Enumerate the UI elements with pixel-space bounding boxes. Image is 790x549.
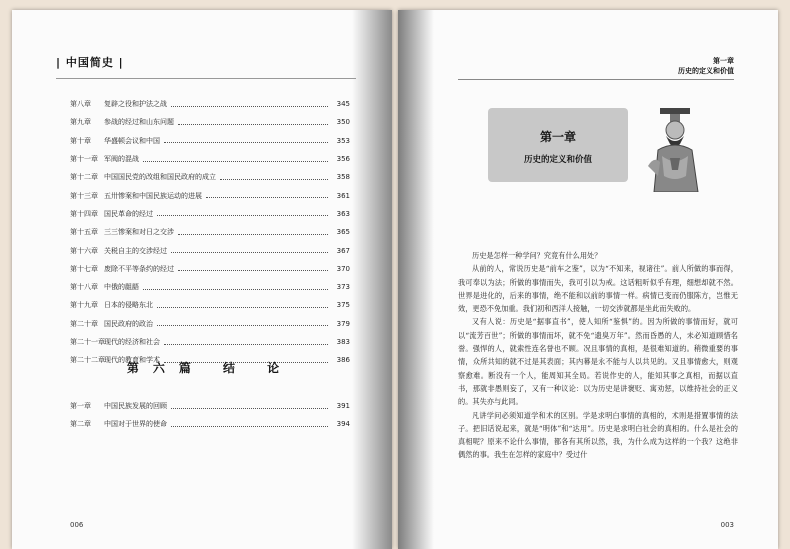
toc-page-number: 373 <box>336 283 350 292</box>
right-gutter-shadow <box>398 10 434 549</box>
header-divider <box>56 78 356 79</box>
toc-entry <box>70 186 350 204</box>
toc-page-number: 391 <box>336 402 350 411</box>
toc-chapter-title: 三三惨案和对日之交涉 <box>104 228 174 237</box>
toc-entry <box>70 113 350 131</box>
toc-page-number: 394 <box>336 420 350 429</box>
toc-leader-dots <box>206 193 328 198</box>
toc-chapter-number: 第十七章 <box>70 264 98 273</box>
toc-leader-dots <box>164 138 328 143</box>
toc-chapter-title: 参战的经过和山东问题 <box>104 118 174 127</box>
toc-chapter-number: 第十四章 <box>70 209 98 218</box>
toc-entry <box>70 241 350 259</box>
book-spread <box>12 10 778 549</box>
toc-chapter-title: 日本的侵略东北 <box>104 301 153 310</box>
chapter-title-box <box>488 108 628 182</box>
toc-entry <box>70 278 350 296</box>
toc-chapter-number: 第十六章 <box>70 246 98 255</box>
right-page <box>398 10 778 549</box>
paragraph: 又有人说：历史是“据事直书”，使人知所“鉴惧”的。因为所做的事情而好，就可以“流芳百世”；所做的事情而坏，就不免“遗臭万年”。然而昏愚的人，未必知道顾惜名誉。强悍的人，就索性连名誉也不顾。况且事情的真相，是很难知道的。稍微重要的事情，众所共知的就不过是其表面；其内幕是永不能与人以共见的。又且事情愈大，则观察愈难。断没有一个人，能周知其全局。若说作史的人，能知其事之真相，而据以直书，那就非愚则妄了，又有一种议论：以为历史是讲褒贬、寓劝惩，以维持社会的正义的。其失亦与此同。 <box>458 317 738 407</box>
chapter-subtitle: 历史的定义和价值 <box>523 155 592 165</box>
toc-leader-dots <box>143 285 328 290</box>
toc-chapter-title: 军阀的混战 <box>104 155 139 164</box>
toc-entry <box>70 223 350 241</box>
toc-chapter-title: 关税自主的交涉经过 <box>104 246 167 255</box>
toc-page-number: 383 <box>336 338 350 346</box>
left-page <box>12 10 392 549</box>
toc-leader-dots <box>220 175 328 180</box>
table-of-contents <box>70 95 350 369</box>
toc-leader-dots <box>178 120 328 125</box>
left-gutter-shadow <box>352 10 392 549</box>
chapter-body-text <box>458 249 738 462</box>
toc-page-number: 375 <box>336 301 350 310</box>
toc-leader-dots <box>157 211 328 216</box>
toc-page-number: 386 <box>336 356 350 365</box>
toc-chapter-title: 复辟之役和护法之战 <box>104 100 167 109</box>
header-divider <box>458 79 734 80</box>
toc-leader-dots <box>171 248 328 253</box>
toc-chapter-title: 现代的经济和社会 <box>104 338 160 346</box>
toc-chapter-title: 中国国民党的改组和国民政府的成立 <box>104 173 216 182</box>
toc-chapter-title: 国民革命的经过 <box>104 209 153 218</box>
toc-chapter-number: 第二十一章 <box>70 338 105 346</box>
toc-page-number: 345 <box>336 100 350 109</box>
toc-page-number: 361 <box>336 191 350 200</box>
toc-page-number: 367 <box>336 246 350 255</box>
toc-leader-dots <box>157 321 328 326</box>
toc-leader-dots <box>178 230 328 235</box>
emperor-portrait-icon <box>640 106 710 192</box>
toc-chapter-title: 华盛顿会议和中国 <box>104 136 160 145</box>
toc-entry <box>70 296 350 314</box>
page-number-left: 006 <box>70 521 84 529</box>
page-number-right: 003 <box>720 521 734 529</box>
part-heading: 第六篇 结 论 <box>126 361 294 375</box>
toc-entry <box>70 150 350 168</box>
toc-chapter-title: 中国对于世界的使命 <box>104 420 167 429</box>
chapter-title: 第一章 <box>539 130 576 144</box>
toc-leader-dots <box>157 303 328 308</box>
toc-chapter-number: 第二章 <box>70 420 91 429</box>
toc-chapter-number: 第十五章 <box>70 228 98 237</box>
toc-chapter-number: 第一章 <box>70 402 91 411</box>
toc-chapter-title: 国民政府的政治 <box>104 319 153 328</box>
paragraph: 凡讲学问必须知道学和术的区别。学是求明白事情的真相的，术则是措置事情的法子。把旧话说起来，就是“明体”和“达用”。历史是求明白社会的真相的。什么是社会的真相呢？原来不论什么事情，都各有其所以然，我，为什么成为这样的一个我？这绝非偶然的事。我生在怎样的家庭中？受过什 <box>458 410 738 460</box>
toc-chapter-number: 第二十章 <box>70 319 98 328</box>
toc-chapter-number: 第十八章 <box>70 283 98 292</box>
toc-page-number: 356 <box>336 155 350 164</box>
toc-leader-dots <box>171 422 328 427</box>
toc-entry <box>70 168 350 186</box>
toc-page-number: 379 <box>336 319 350 328</box>
toc-chapter-title: 中俄的龃龉 <box>104 283 139 292</box>
toc-page-number: 365 <box>336 228 350 237</box>
toc-chapter-number: 第十一章 <box>70 155 98 164</box>
toc-chapter-number: 第十三章 <box>70 191 98 200</box>
toc-entry <box>70 415 350 433</box>
toc-entry <box>70 333 350 351</box>
toc-entry <box>70 132 350 150</box>
toc-leader-dots <box>178 266 328 271</box>
toc-chapter-title: 现代的教育和学术 <box>104 356 160 365</box>
toc-leader-dots <box>164 340 328 345</box>
paragraph: 历史是怎样一种学问？究竟有什么用处？ <box>472 251 602 260</box>
toc-leader-dots <box>143 157 328 162</box>
toc-chapter-number: 第九章 <box>70 118 91 127</box>
book-title: | 中国简史 | <box>56 56 124 69</box>
toc-chapter-number: 第八章 <box>70 100 91 109</box>
toc-leader-dots <box>171 102 328 107</box>
toc-chapter-number: 第二十二章 <box>70 356 105 365</box>
toc-leader-dots <box>171 404 328 409</box>
running-header-subtitle: 历史的定义和价值 <box>678 67 734 75</box>
toc-entry <box>70 205 350 223</box>
toc-chapter-number: 第十章 <box>70 136 91 145</box>
toc-entry <box>70 315 350 333</box>
toc-page-number: 363 <box>336 209 350 218</box>
table-of-contents-part-six <box>70 397 350 434</box>
toc-chapter-number: 第十九章 <box>70 301 98 310</box>
toc-entry <box>70 95 350 113</box>
toc-entry <box>70 260 350 278</box>
toc-chapter-title: 废除不平等条约的经过 <box>104 264 174 273</box>
paragraph: 从前的人，常说历史是“前车之鉴”，以为“不知来，视诸往”。前人所做的事而得，我可奉以为法；所做的事情而失，我可引以为戒。这话粗听似乎有理，细想却就不然。世界是进化的，后来的事情，绝不能和以前的事情一样。病情已变而仍服陈方，岂惟无效，更恐不免加重。我们初和西洋人接触，一切交涉就都是坐此而失败的。 <box>458 264 738 314</box>
toc-page-number: 353 <box>336 136 350 145</box>
running-header-chapter: 第一章 <box>713 57 734 65</box>
toc-entry <box>70 397 350 415</box>
toc-page-number: 358 <box>336 173 350 182</box>
toc-chapter-title: 中国民族发展的回顾 <box>104 402 167 411</box>
toc-chapter-title: 五卅惨案和中国民族运动的进展 <box>104 191 202 200</box>
toc-page-number: 370 <box>336 264 350 273</box>
toc-page-number: 350 <box>336 118 350 127</box>
toc-chapter-number: 第十二章 <box>70 173 98 182</box>
